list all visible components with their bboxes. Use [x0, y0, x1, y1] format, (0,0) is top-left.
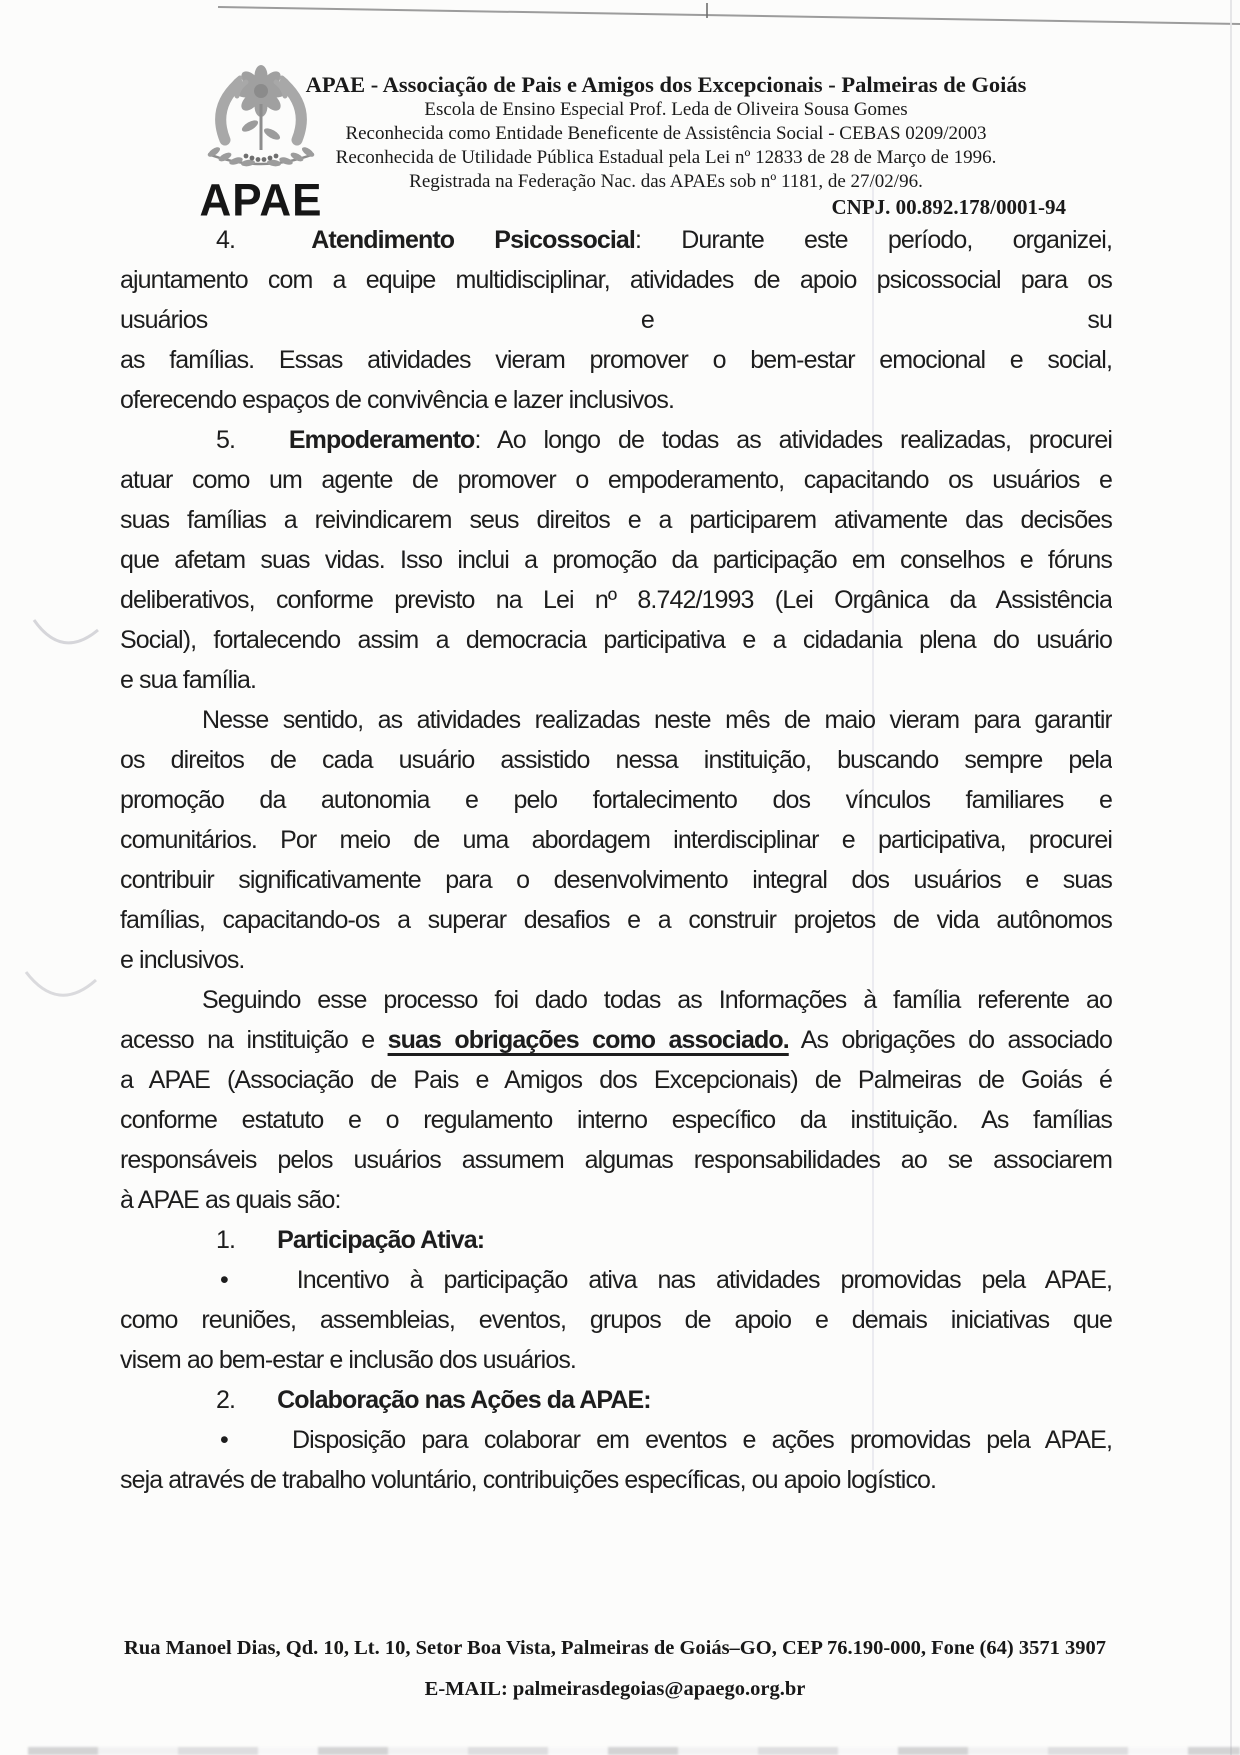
- body-line: contribuir significativamente para o desenvolvimento integral dos usuários e suas: [120, 866, 1112, 894]
- footer-email-line: E-MAIL: palmeirasdegoias@apaego.org.br: [424, 1678, 806, 1700]
- body-line: conforme estatuto e o regulamento interno específico da instituição. As famílias: [120, 1106, 1112, 1134]
- body-line: comunitários. Por meio de uma abordagem interdisciplinar e participativa, procurei: [120, 826, 1112, 854]
- list-heading: Participação Ativa:: [277, 1226, 485, 1254]
- item-number: 2.: [216, 1386, 236, 1414]
- body-line: famílias, capacitando-os a superar desafios e a construir projetos de vida autônomos: [120, 906, 1112, 934]
- apae-logo-wordmark: APAE: [199, 175, 323, 226]
- bullet-line: • Incentivo à participação ativa nas atividades promovidas pela APAE,: [220, 1266, 1112, 1294]
- bullet-glyph: •: [220, 1426, 228, 1454]
- item-number: 4.: [216, 226, 236, 254]
- body-line: suas famílias a reivindicarem seus direitos e a participarem ativamente das decisões: [120, 506, 1112, 534]
- scan-tick-artifact: [706, 3, 708, 18]
- body-line: oferecendo espaços de convivência e lazer inclusivos.: [120, 386, 675, 414]
- section-heading: Empoderamento: [288, 426, 475, 454]
- body-line: os direitos de cada usuário assistido nessa instituição, buscando sempre pela: [120, 746, 1112, 774]
- scanner-edge-artifact: [28, 1747, 1240, 1755]
- bullet-glyph: •: [220, 1266, 228, 1294]
- letterhead: [252, 72, 1080, 220]
- body-line: as famílias. Essas atividades vieram promover o bem-estar emocional e social,: [120, 346, 1112, 374]
- body-line: promoção da autonomia e pelo fortalecimento dos vínculos familiares e: [120, 786, 1112, 814]
- list-heading-colaboracao: [120, 1380, 1112, 1420]
- org-name-line: APAE - Associação de Pais e Amigos dos Excepcionais - Palmeiras de Goiás: [305, 72, 1027, 97]
- document-body: [120, 220, 1112, 1500]
- body-line-with-underline: acesso na instituição e suas obrigações como associado. As obrigações do associado: [120, 1026, 1112, 1054]
- page-edge-line-artifact: [1230, 0, 1232, 1755]
- body-line: a APAE (Associação de Pais e Amigos dos Excepcionais) de Palmeiras de Goiás é: [120, 1066, 1112, 1094]
- section-heading: Atendimento Psicossocial: [311, 226, 635, 254]
- body-line: e sua família.: [120, 666, 257, 694]
- underlined-phrase: suas obrigações como associado.: [387, 1026, 789, 1054]
- bullet-line: • Disposição para colaborar em eventos e ações promovidas pela APAE,: [220, 1426, 1112, 1454]
- body-line: seja através de trabalho voluntário, contribuições específicas, ou apoio logístico.: [120, 1466, 937, 1494]
- body-line: responsáveis pelos usuários assumem algumas responsabilidades ao se associarem: [120, 1146, 1112, 1174]
- body-line: à APAE as quais são:: [120, 1186, 341, 1214]
- paragraph-first-line: Nesse sentido, as atividades realizadas neste mês de maio vieram para garantir: [202, 706, 1112, 734]
- list-heading: Colaboração nas Ações da APAE:: [277, 1386, 651, 1414]
- body-line: ajuntamento com a equipe multidisciplinar, atividades de apoio psicossocial para os: [120, 266, 1112, 294]
- body-line: e inclusivos.: [120, 946, 245, 974]
- body-line: deliberativos, conforme previsto na Lei nº 8.742/1993 (Lei Orgânica da Assistência: [120, 586, 1112, 614]
- item-number: 1.: [216, 1226, 236, 1254]
- cnpj-line: CNPJ. 00.892.178/0001-94: [831, 195, 1066, 219]
- body-line: que afetam suas vidas. Isso inclui a promoção da participação em conselhos e fóruns: [120, 546, 1112, 574]
- item-number: 5.: [216, 426, 236, 454]
- list-heading-participacao: [120, 1220, 1112, 1260]
- document-footer: [40, 1636, 1190, 1701]
- school-line: Escola de Ensino Especial Prof. Leda de Oliveira Sousa Gomes: [424, 99, 908, 120]
- body-line: como reuniões, assembleias, eventos, grupos de apoio e demais iniciativas que: [120, 1306, 1112, 1334]
- body-line: visem ao bem-estar e inclusão dos usuários.: [120, 1346, 576, 1374]
- paragraph-first-line: Seguindo esse processo foi dado todas as Informações à família referente ao: [202, 986, 1112, 1014]
- utility-law-line: Reconhecida de Utilidade Pública Estadual pela Lei nº 12833 de 28 de Março de 1996.: [335, 147, 997, 168]
- section-5-heading-line: 5. Empoderamento: Ao longo de todas as atividades realizadas, procurei: [216, 426, 1112, 454]
- body-line: Social), fortalecendo assim a democracia participativa e a cidadania plena do usuário: [120, 626, 1112, 654]
- footer-address-line: Rua Manoel Dias, Qd. 10, Lt. 10, Setor Boa Vista, Palmeiras de Goiás–GO, CEP 76.190-000, Fone (64) 3571 3907: [124, 1637, 1106, 1659]
- section-4-heading-line: 4. Atendimento Psicossocial: Durante este período, organizei,: [216, 226, 1112, 254]
- scan-line-artifact: [218, 6, 1240, 25]
- federation-line: Registrada na Federação Nac. das APAEs sob nº 1181, de 27/02/96.: [409, 171, 923, 192]
- body-line: atuar como um agente de promover o empoderamento, capacitando os usuários e: [120, 466, 1112, 494]
- body-line-split: usuários e su: [120, 306, 1112, 334]
- cebas-line: Reconhecida como Entidade Beneficente de Assistência Social - CEBAS 0209/2003: [345, 123, 987, 144]
